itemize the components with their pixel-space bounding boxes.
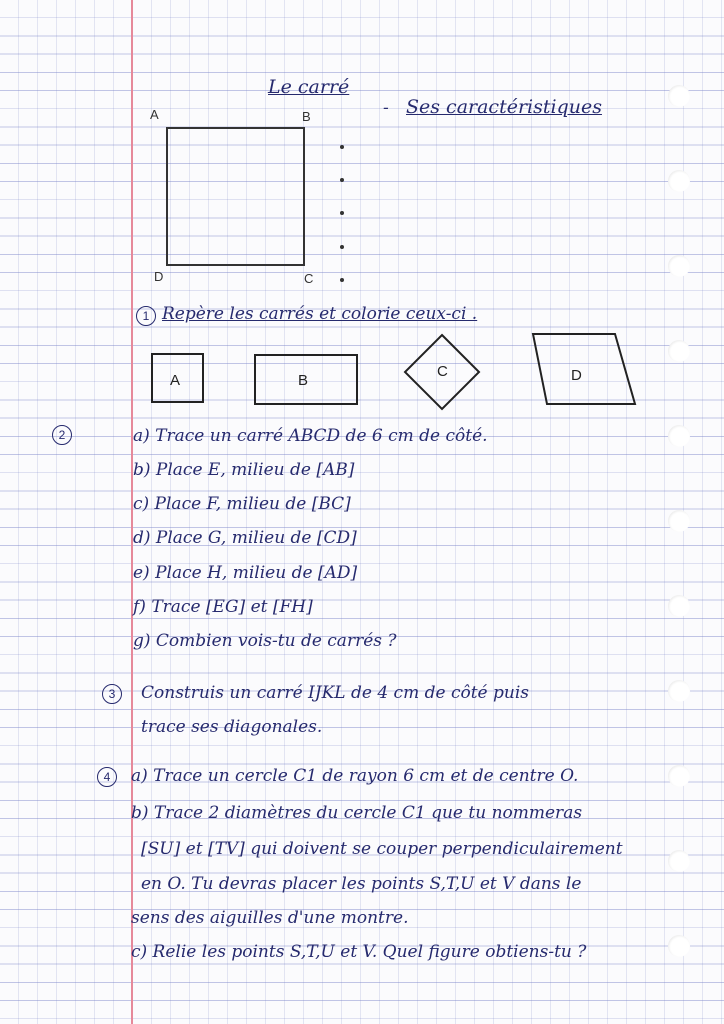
- binder-hole: [668, 765, 690, 787]
- shape-label-a: A: [170, 372, 181, 389]
- vertex-label-a: A: [150, 107, 159, 122]
- vertex-label-b: B: [302, 109, 311, 124]
- binder-hole: [668, 595, 690, 617]
- reference-square: [166, 127, 305, 266]
- bullet-dot: [340, 278, 344, 282]
- exercise-4-line-a: a) Trace un cercle C1 de rayon 6 cm et de centre O.: [131, 766, 579, 786]
- vertex-label-c: C: [304, 271, 314, 286]
- binder-hole: [668, 85, 690, 107]
- binder-hole: [668, 340, 690, 362]
- bullet-dot: [340, 178, 344, 182]
- exercise-2-line-e: e) Place H, milieu de [AD]: [133, 563, 358, 583]
- exercise-2-line-g: g) Combien vois-tu de carrés ?: [133, 631, 397, 651]
- shape-d: [525, 330, 645, 410]
- vertex-label-d: D: [154, 269, 164, 284]
- shape-label-d: D: [571, 367, 582, 384]
- exercise-4-line-b3: en O. Tu devras placer les points S,T,U et V dans le: [141, 874, 582, 894]
- bullet-dot: [340, 245, 344, 249]
- exercise-2-line-f: f) Trace [EG] et [FH]: [133, 597, 313, 617]
- bullet-dot: [340, 211, 344, 215]
- exercise-2-line-c: c) Place F, milieu de [BC]: [133, 494, 351, 514]
- exercise-number-1: 1: [136, 306, 156, 326]
- exercise-4-line-b4: sens des aiguilles d'une montre.: [131, 908, 409, 928]
- exercise-3-line-1: Construis un carré IJKL de 4 cm de côté puis: [141, 683, 529, 703]
- binder-hole: [668, 425, 690, 447]
- page-title: Le carré: [268, 76, 350, 98]
- bullet-dot: [340, 145, 344, 149]
- exercise-3-line-2: trace ses diagonales.: [141, 717, 323, 737]
- binder-hole: [668, 255, 690, 277]
- exercise-1-instruction: Repère les carrés et colorie ceux-ci .: [162, 304, 478, 324]
- exercise-2-line-a: a) Trace un carré ABCD de 6 cm de côté.: [133, 426, 488, 446]
- binder-hole: [668, 680, 690, 702]
- exercise-2-line-d: d) Place G, milieu de [CD]: [133, 528, 357, 548]
- title-dash: -: [383, 98, 389, 118]
- page-subtitle: Ses caractéristiques: [406, 96, 602, 118]
- binder-hole: [668, 935, 690, 957]
- exercise-number-4: 4: [97, 767, 117, 787]
- exercise-number-2: 2: [52, 425, 72, 445]
- exercise-number-3: 3: [102, 684, 122, 704]
- shape-label-b: B: [298, 372, 309, 389]
- exercise-2-line-b: b) Place E, milieu de [AB]: [133, 460, 355, 480]
- exercise-4-line-c: c) Relie les points S,T,U et V. Quel figure obtiens-tu ?: [131, 942, 587, 962]
- binder-hole: [668, 850, 690, 872]
- shape-label-c: C: [437, 363, 448, 380]
- binder-hole: [668, 170, 690, 192]
- exercise-4-line-b: b) Trace 2 diamètres du cercle C1 que tu nommeras: [131, 803, 583, 823]
- binder-hole: [668, 510, 690, 532]
- exercise-4-line-b2: [SU] et [TV] qui doivent se couper perpendiculairement: [141, 839, 623, 859]
